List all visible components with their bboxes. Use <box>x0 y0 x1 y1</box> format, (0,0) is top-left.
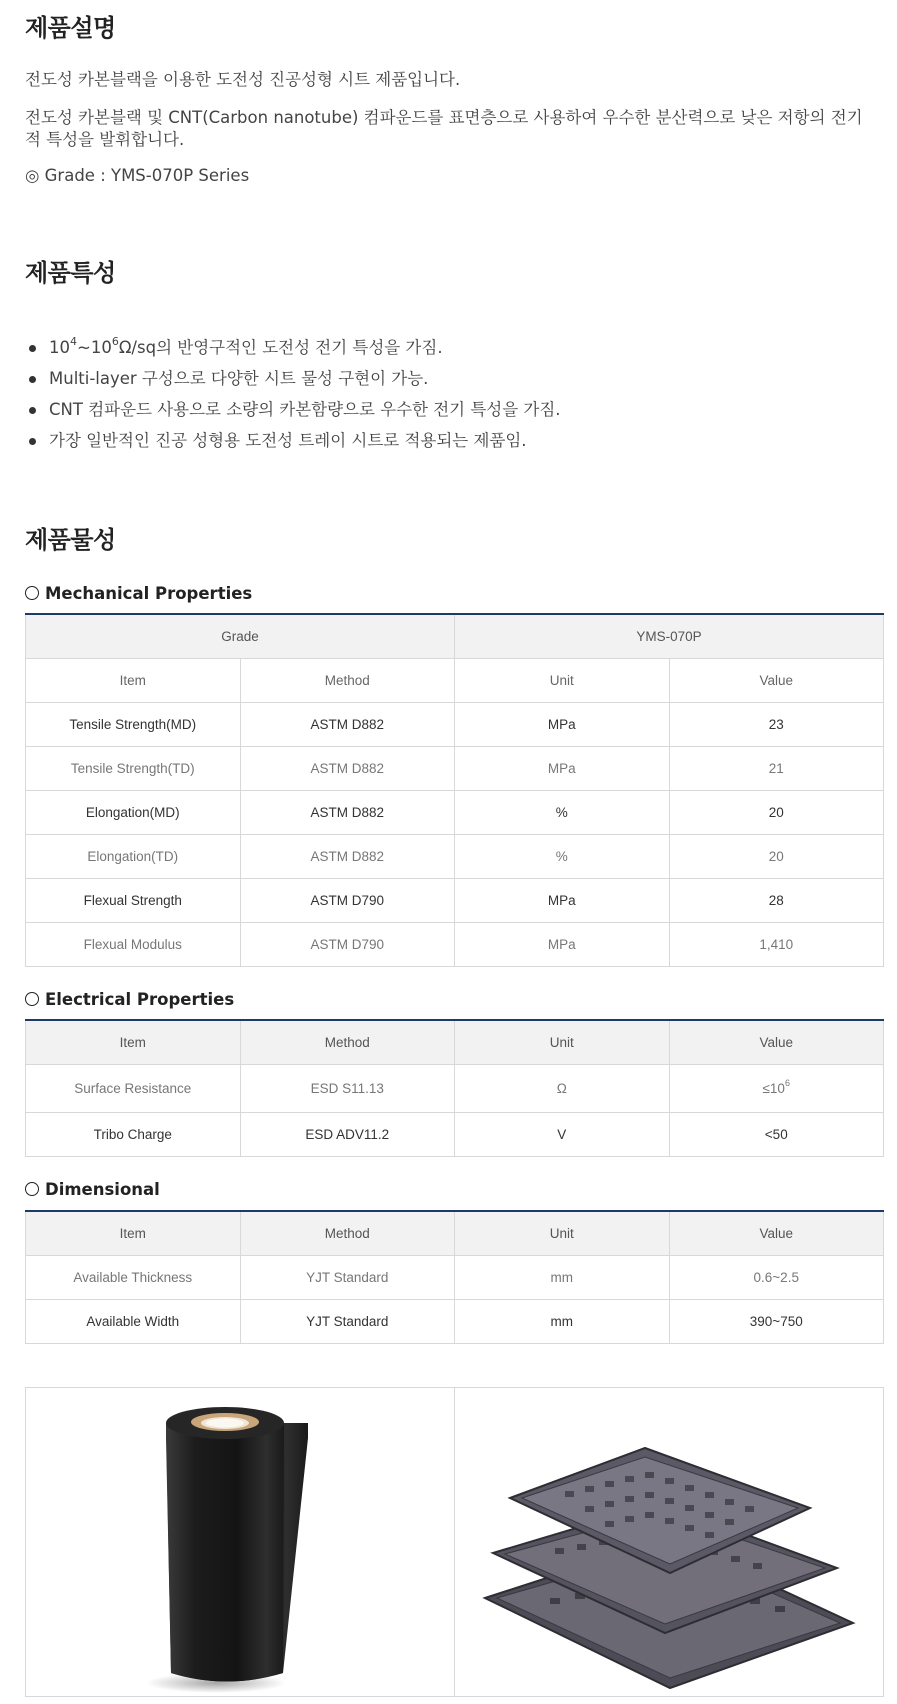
cell-unit: % <box>455 835 670 879</box>
cell-unit: MPa <box>455 703 670 747</box>
header-method: Method <box>240 1211 455 1256</box>
cell-unit: V <box>455 1113 670 1157</box>
feature-resistance-base: 10 <box>49 338 70 357</box>
cell-method: ASTM D882 <box>240 835 455 879</box>
electrical-title-text: Electrical Properties <box>45 990 235 1009</box>
table-row <box>26 791 884 835</box>
cell-item: Flexual Strength <box>26 879 241 923</box>
cell-value: 0.6~2.5 <box>669 1256 884 1300</box>
header-value: Value <box>669 1211 884 1256</box>
feature-item: Multi-layer 구성으로 다양한 시트 물성 구현이 가능. <box>25 363 561 394</box>
cell-method: ASTM D882 <box>240 747 455 791</box>
description-line-2: 전도성 카본블랙 및 CNT(Carbon nanotube) 컴파운드를 표면층으로 사용하여 우수한 분산력으로 낮은 저항의 전기적 특성을 발휘합니다. <box>25 108 863 149</box>
dimensional-table <box>25 1210 884 1344</box>
cell-item: Available Thickness <box>26 1256 241 1300</box>
cell-value: 28 <box>669 879 884 923</box>
dimensional-title <box>25 1179 160 1201</box>
table-row <box>26 747 884 791</box>
cell-item: Tensile Strength(TD) <box>26 747 241 791</box>
grade-value: YMS-070P <box>455 614 884 659</box>
table-row <box>26 1300 884 1344</box>
cell-item: Elongation(MD) <box>26 791 241 835</box>
sheet-roll-image <box>26 1388 454 1696</box>
feature-resistance-exp-low: 4 <box>70 335 77 348</box>
circle-icon <box>25 1182 39 1196</box>
mechanical-title-text: Mechanical Properties <box>45 584 253 603</box>
table-subheader-row <box>26 659 884 703</box>
cell-unit: MPa <box>455 923 670 967</box>
tray-image-cell <box>454 1388 883 1696</box>
table-row <box>26 1113 884 1157</box>
cell-unit: MPa <box>455 747 670 791</box>
feature-item: CNT 컴파운드 사용으로 소량의 카본함량으로 우수한 전기 특성을 가짐. <box>25 394 561 425</box>
header-item: Item <box>26 1211 241 1256</box>
cell-value <box>669 1065 884 1113</box>
cell-method: ESD ADV11.2 <box>240 1113 455 1157</box>
cell-item: Tribo Charge <box>26 1113 241 1157</box>
roll-image-cell <box>26 1388 454 1696</box>
circle-icon <box>25 586 39 600</box>
cell-item: Available Width <box>26 1300 241 1344</box>
circle-icon <box>25 992 39 1006</box>
feature-item <box>25 332 561 363</box>
table-row <box>26 1256 884 1300</box>
cell-method: YJT Standard <box>240 1300 455 1344</box>
header-unit: Unit <box>455 1211 670 1256</box>
cell-value: 1,410 <box>669 923 884 967</box>
feature-list <box>25 332 561 456</box>
cell-value: 23 <box>669 703 884 747</box>
feature-resistance-exp-high: 6 <box>111 335 119 348</box>
cell-value: 390~750 <box>669 1300 884 1344</box>
table-row <box>26 1065 884 1113</box>
grade-label: Grade <box>26 614 455 659</box>
table-row <box>26 923 884 967</box>
cell-value: 20 <box>669 791 884 835</box>
dimensional-title-text: Dimensional <box>45 1180 160 1199</box>
section-title-properties: 제품물성 <box>25 526 116 554</box>
section-title-description: 제품설명 <box>25 14 116 42</box>
section-title-features: 제품특성 <box>25 259 116 287</box>
cell-item: Flexual Modulus <box>26 923 241 967</box>
electrical-table <box>25 1019 884 1157</box>
header-method: Method <box>240 1020 455 1065</box>
table-row <box>26 879 884 923</box>
header-value: Value <box>669 659 884 703</box>
header-value: Value <box>669 1020 884 1065</box>
cell-value: <50 <box>669 1113 884 1157</box>
cell-unit: mm <box>455 1256 670 1300</box>
cell-item: Elongation(TD) <box>26 835 241 879</box>
cell-value: 20 <box>669 835 884 879</box>
electrical-title <box>25 989 234 1011</box>
value-base: ≤10 <box>762 1081 785 1096</box>
cell-unit: Ω <box>455 1065 670 1113</box>
mechanical-title <box>25 583 252 605</box>
value-exponent: 6 <box>784 1078 790 1088</box>
cell-method: ASTM D882 <box>240 791 455 835</box>
header-item: Item <box>26 1020 241 1065</box>
feature-resistance-text: Ω/sq의 반영구적인 도전성 전기 특성을 가짐. <box>118 338 443 357</box>
cell-unit: mm <box>455 1300 670 1344</box>
mechanical-table <box>25 613 884 967</box>
cell-value: 21 <box>669 747 884 791</box>
feature-resistance-range: ~10 <box>77 338 112 357</box>
cell-method: ASTM D790 <box>240 879 455 923</box>
description-line-1: 전도성 카본블랙을 이용한 도전성 진공성형 시트 제품입니다. <box>25 70 461 89</box>
header-method: Method <box>240 659 455 703</box>
cell-method: ASTM D790 <box>240 923 455 967</box>
feature-item: 가장 일반적인 진공 성형용 도전성 트레이 시트로 적용되는 제품임. <box>25 425 561 456</box>
cell-item: Tensile Strength(MD) <box>26 703 241 747</box>
product-images <box>25 1387 884 1697</box>
table-row <box>26 703 884 747</box>
cell-method: ESD S11.13 <box>240 1065 455 1113</box>
table-header-row <box>26 614 884 659</box>
table-header-row <box>26 1020 884 1065</box>
header-unit: Unit <box>455 1020 670 1065</box>
cell-unit: MPa <box>455 879 670 923</box>
cell-unit: % <box>455 791 670 835</box>
cell-method: YJT Standard <box>240 1256 455 1300</box>
conductive-tray-image <box>455 1388 883 1696</box>
cell-method: ASTM D882 <box>240 703 455 747</box>
table-header-row <box>26 1211 884 1256</box>
header-unit: Unit <box>455 659 670 703</box>
grade-line: ◎ Grade : YMS-070P Series <box>25 166 250 185</box>
table-row <box>26 835 884 879</box>
header-item: Item <box>26 659 241 703</box>
cell-item: Surface Resistance <box>26 1065 241 1113</box>
